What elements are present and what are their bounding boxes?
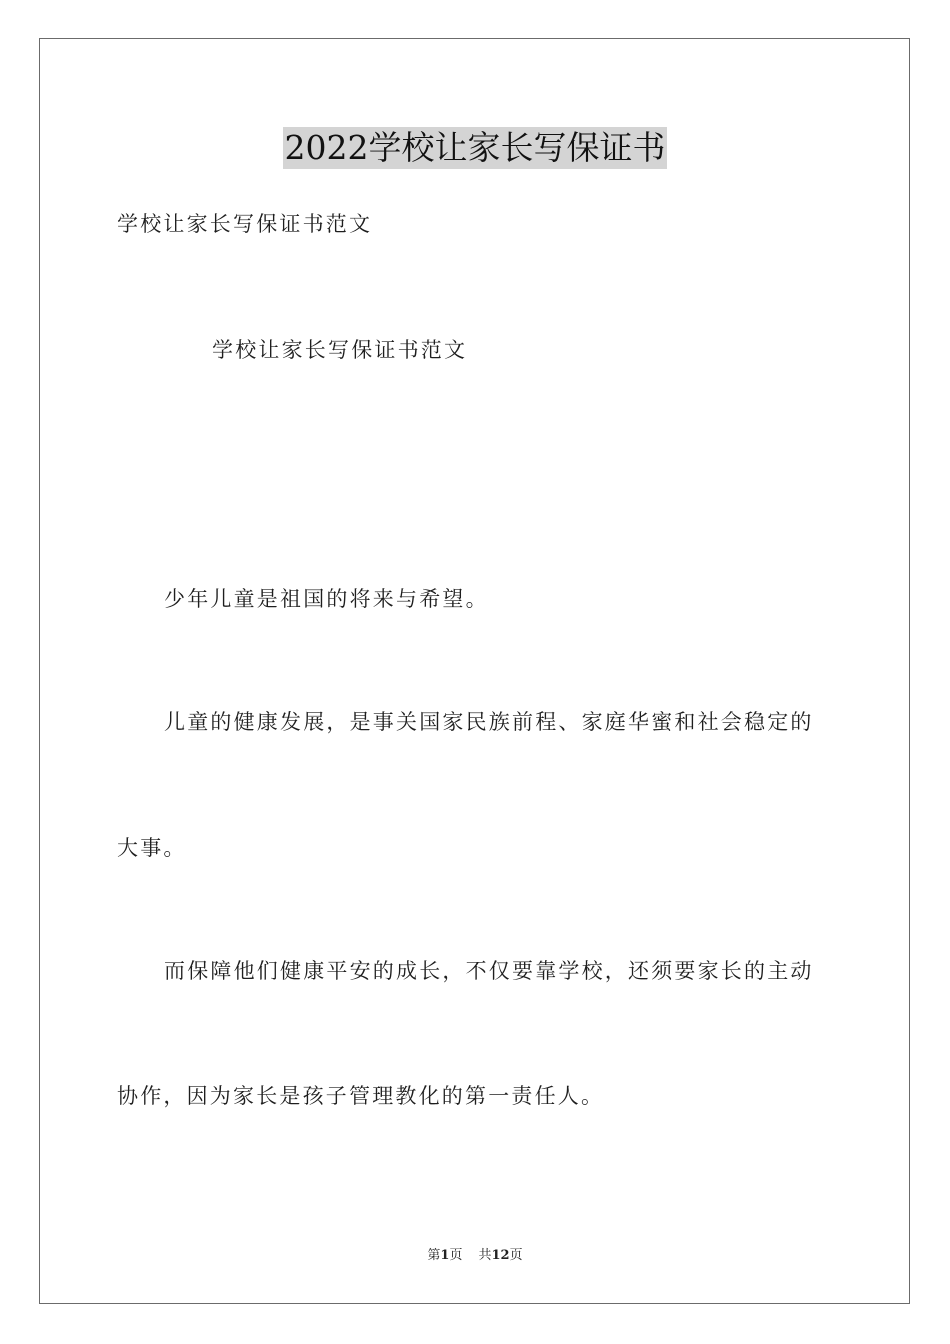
paragraph-line: 大事。 <box>117 836 187 860</box>
total-suffix: 页 <box>509 1248 523 1263</box>
document-subtitle: 学校让家长写保证书范文 <box>117 212 373 236</box>
page-prefix: 第 <box>427 1248 441 1263</box>
page-suffix: 页 <box>449 1248 463 1263</box>
document-title: 2022学校让家长写保证书 <box>284 128 666 167</box>
page-number: 1 <box>440 1248 450 1263</box>
paragraph-line: 而保障他们健康平安的成长，不仅要靠学校，还须要家长的主动 <box>164 959 814 983</box>
paragraph-line: 儿童的健康发展，是事关国家民族前程、家庭华蜜和社会稳定的 <box>164 710 814 734</box>
paragraph-line: 少年儿童是祖国的将来与希望。 <box>164 587 489 611</box>
total-prefix: 共 <box>478 1248 492 1263</box>
inner-heading: 学校让家长写保证书范文 <box>212 338 468 362</box>
title-container <box>0 127 950 169</box>
total-pages: 12 <box>491 1248 510 1263</box>
paragraph-line: 协作，因为家长是孩子管理教化的第一责任人。 <box>117 1084 605 1108</box>
page-footer <box>0 1247 950 1265</box>
